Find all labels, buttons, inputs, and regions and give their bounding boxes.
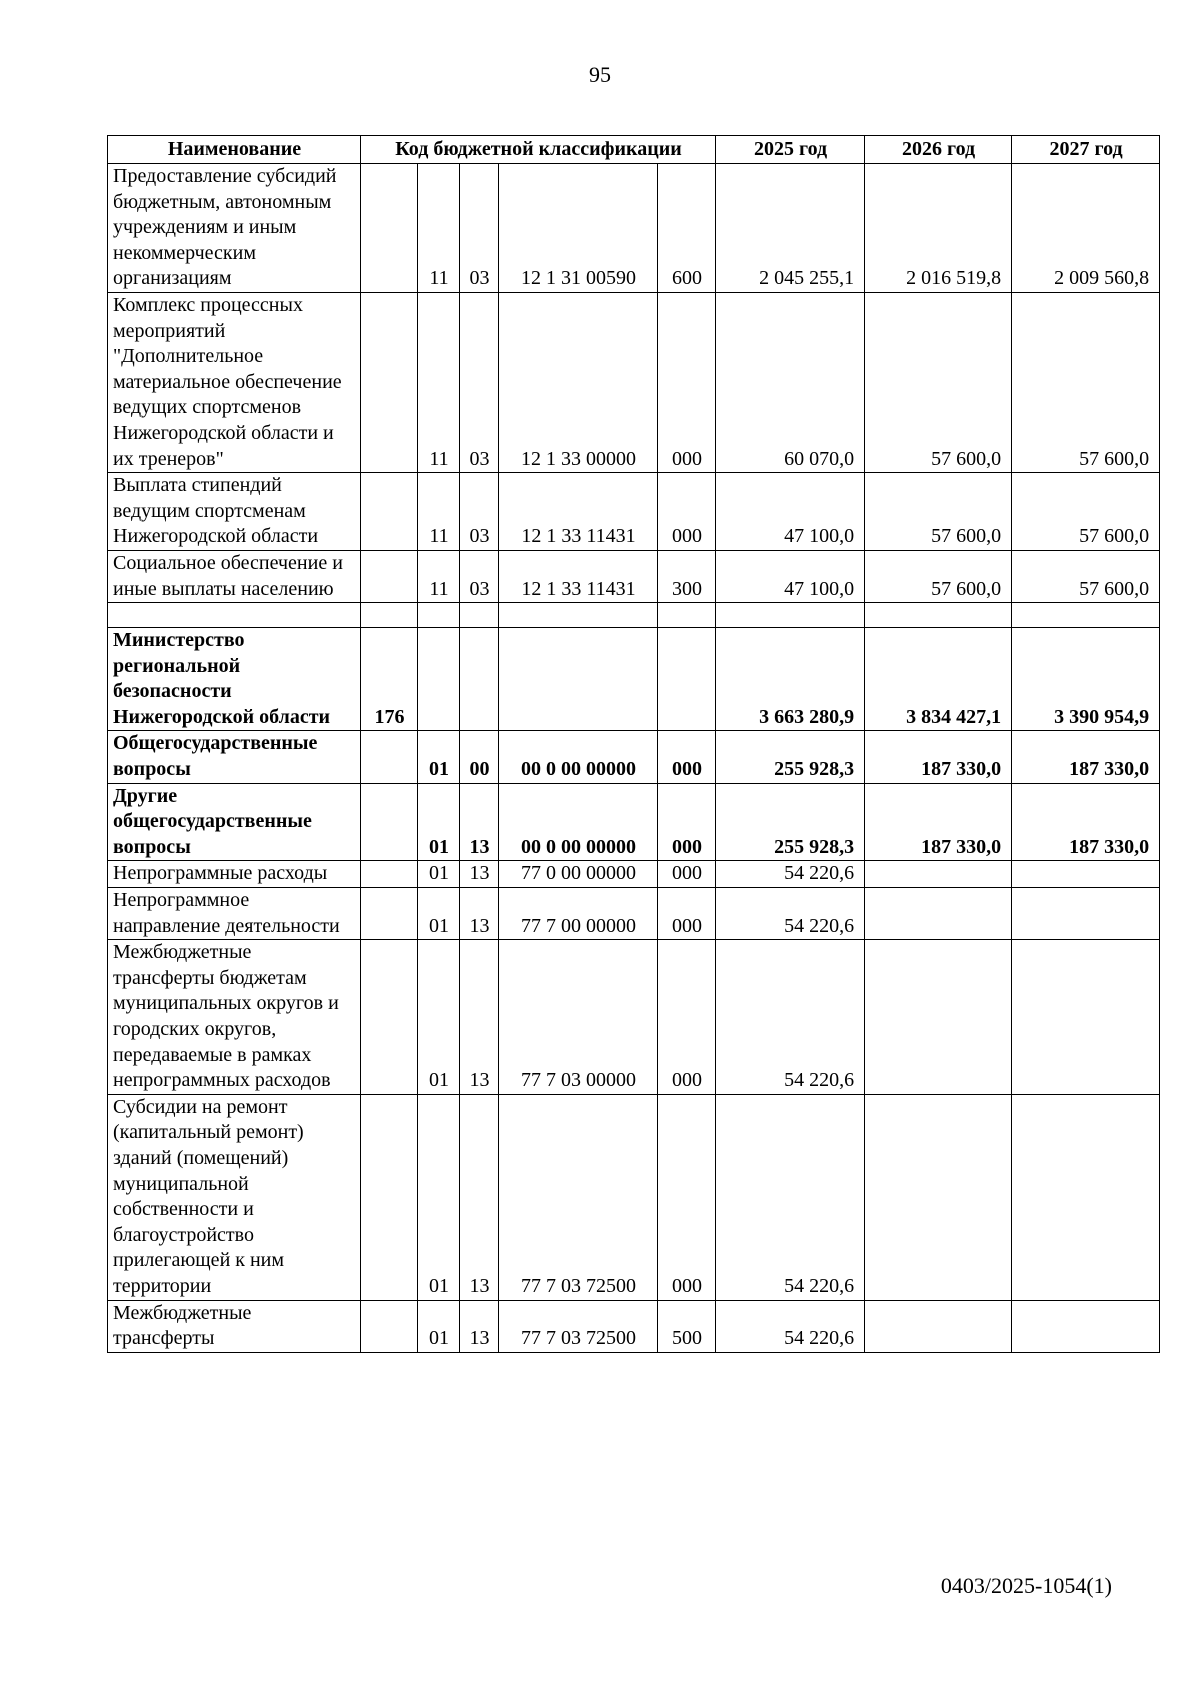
page-number: 95 — [589, 62, 611, 87]
cell-vr — [658, 628, 716, 731]
cell-ved — [361, 164, 418, 293]
cell-rz: 01 — [418, 731, 460, 783]
cell-2025: 60 070,0 — [716, 292, 865, 472]
cell-rz: 01 — [418, 940, 460, 1095]
document-code: 0403/2025-1054(1) — [940, 1573, 1112, 1598]
cell-csr: 77 7 03 00000 — [499, 940, 658, 1095]
cell-csr: 77 7 03 72500 — [499, 1300, 658, 1352]
cell-csr: 77 7 03 72500 — [499, 1094, 658, 1300]
cell-pr — [460, 603, 499, 628]
cell-ved — [361, 550, 418, 602]
cell-rz: 11 — [418, 292, 460, 472]
cell-2026: 57 600,0 — [865, 473, 1012, 551]
cell-csr: 77 7 00 00000 — [499, 888, 658, 940]
table-row — [108, 603, 1160, 628]
cell-2027 — [1012, 1300, 1160, 1352]
header-2026: 2026 год — [865, 136, 1012, 164]
cell-2026 — [865, 861, 1012, 888]
cell-2026: 57 600,0 — [865, 292, 1012, 472]
cell-vr — [658, 603, 716, 628]
cell-rz: 11 — [418, 164, 460, 293]
cell-pr: 03 — [460, 550, 499, 602]
cell-name: Межбюджетные трансферты бюджетам муниципальных округов и городских округов, передаваемые в рамках непрограммных расходов — [108, 940, 361, 1095]
table-row — [108, 473, 1160, 551]
cell-ved — [361, 861, 418, 888]
cell-rz: 11 — [418, 550, 460, 602]
cell-csr: 00 0 00 00000 — [499, 731, 658, 783]
header-2025: 2025 год — [716, 136, 865, 164]
cell-name: Социальное обеспечение и иные выплаты населению — [108, 550, 361, 602]
cell-csr: 12 1 33 11431 — [499, 473, 658, 551]
cell-ved — [361, 603, 418, 628]
cell-ved — [361, 888, 418, 940]
cell-2025: 47 100,0 — [716, 550, 865, 602]
cell-vr: 000 — [658, 783, 716, 861]
cell-2027 — [1012, 1094, 1160, 1300]
cell-2027: 57 600,0 — [1012, 473, 1160, 551]
cell-ved — [361, 783, 418, 861]
table-row — [108, 940, 1160, 1095]
cell-2025: 255 928,3 — [716, 783, 865, 861]
cell-2026 — [865, 888, 1012, 940]
table-row — [108, 1094, 1160, 1300]
cell-pr: 13 — [460, 1300, 499, 1352]
cell-csr: 77 0 00 00000 — [499, 861, 658, 888]
cell-csr — [499, 628, 658, 731]
cell-ved: 176 — [361, 628, 418, 731]
table-row — [108, 861, 1160, 888]
cell-pr: 03 — [460, 292, 499, 472]
cell-rz: 01 — [418, 1094, 460, 1300]
cell-pr: 13 — [460, 940, 499, 1095]
cell-rz: 11 — [418, 473, 460, 551]
table-row — [108, 783, 1160, 861]
cell-name: Выплата стипендий ведущим спортсменам Нижегородской области — [108, 473, 361, 551]
cell-2026: 57 600,0 — [865, 550, 1012, 602]
header-name: Наименование — [108, 136, 361, 164]
cell-rz — [418, 603, 460, 628]
cell-pr: 00 — [460, 731, 499, 783]
cell-vr: 300 — [658, 550, 716, 602]
cell-2027: 2 009 560,8 — [1012, 164, 1160, 293]
cell-pr — [460, 628, 499, 731]
cell-rz: 01 — [418, 861, 460, 888]
cell-rz: 01 — [418, 888, 460, 940]
cell-2025: 255 928,3 — [716, 731, 865, 783]
cell-vr: 000 — [658, 473, 716, 551]
cell-name: Министерство региональной безопасности Нижегородской области — [108, 628, 361, 731]
cell-2027: 3 390 954,9 — [1012, 628, 1160, 731]
cell-2027 — [1012, 940, 1160, 1095]
cell-name: Субсидии на ремонт (капитальный ремонт) зданий (помещений) муниципальной собственности и благоустройство прилегающей к ним территории — [108, 1094, 361, 1300]
cell-2027: 187 330,0 — [1012, 731, 1160, 783]
cell-2026: 187 330,0 — [865, 783, 1012, 861]
cell-2026: 2 016 519,8 — [865, 164, 1012, 293]
cell-2027: 57 600,0 — [1012, 292, 1160, 472]
cell-pr: 13 — [460, 861, 499, 888]
cell-2025: 54 220,6 — [716, 1300, 865, 1352]
cell-ved — [361, 473, 418, 551]
cell-ved — [361, 731, 418, 783]
table-row — [108, 164, 1160, 293]
cell-2026 — [865, 603, 1012, 628]
cell-2025: 2 045 255,1 — [716, 164, 865, 293]
cell-2026: 3 834 427,1 — [865, 628, 1012, 731]
table-row — [108, 292, 1160, 472]
table-row — [108, 550, 1160, 602]
cell-name: Межбюджетные трансферты — [108, 1300, 361, 1352]
cell-pr: 13 — [460, 888, 499, 940]
cell-name: Непрограммные расходы — [108, 861, 361, 888]
cell-pr: 13 — [460, 1094, 499, 1300]
cell-vr: 000 — [658, 731, 716, 783]
cell-csr: 12 1 33 11431 — [499, 550, 658, 602]
cell-2025: 54 220,6 — [716, 861, 865, 888]
cell-2026 — [865, 1094, 1012, 1300]
cell-rz — [418, 628, 460, 731]
cell-2025: 54 220,6 — [716, 940, 865, 1095]
cell-2025: 54 220,6 — [716, 1094, 865, 1300]
table-row — [108, 888, 1160, 940]
cell-pr: 03 — [460, 164, 499, 293]
cell-2027 — [1012, 861, 1160, 888]
table-row — [108, 731, 1160, 783]
cell-csr: 12 1 33 00000 — [499, 292, 658, 472]
cell-name: Непрограммное направление деятельности — [108, 888, 361, 940]
budget-table — [107, 135, 1160, 1353]
table-row — [108, 1300, 1160, 1352]
cell-2025: 47 100,0 — [716, 473, 865, 551]
cell-rz: 01 — [418, 783, 460, 861]
cell-ved — [361, 292, 418, 472]
cell-csr: 12 1 31 00590 — [499, 164, 658, 293]
cell-2027 — [1012, 603, 1160, 628]
cell-vr: 000 — [658, 940, 716, 1095]
header-2027: 2027 год — [1012, 136, 1160, 164]
table-header-row — [108, 136, 1160, 164]
cell-2026 — [865, 1300, 1012, 1352]
cell-name: Общегосударственные вопросы — [108, 731, 361, 783]
cell-vr: 500 — [658, 1300, 716, 1352]
cell-name — [108, 603, 361, 628]
table-row — [108, 628, 1160, 731]
cell-2027 — [1012, 888, 1160, 940]
header-code: Код бюджетной классификации — [361, 136, 716, 164]
table-body — [108, 164, 1160, 1353]
cell-vr: 600 — [658, 164, 716, 293]
cell-ved — [361, 1300, 418, 1352]
cell-rz: 01 — [418, 1300, 460, 1352]
cell-vr: 000 — [658, 1094, 716, 1300]
cell-ved — [361, 940, 418, 1095]
cell-name: Другие общегосударственные вопросы — [108, 783, 361, 861]
cell-csr: 00 0 00 00000 — [499, 783, 658, 861]
cell-vr: 000 — [658, 292, 716, 472]
cell-vr: 000 — [658, 888, 716, 940]
cell-2027: 187 330,0 — [1012, 783, 1160, 861]
cell-2026 — [865, 940, 1012, 1095]
cell-name: Предоставление субсидий бюджетным, автономным учреждениям и иным некоммерческим организациям — [108, 164, 361, 293]
cell-2027: 57 600,0 — [1012, 550, 1160, 602]
cell-pr: 13 — [460, 783, 499, 861]
cell-ved — [361, 1094, 418, 1300]
cell-2025: 54 220,6 — [716, 888, 865, 940]
cell-csr — [499, 603, 658, 628]
cell-2025 — [716, 603, 865, 628]
cell-pr: 03 — [460, 473, 499, 551]
cell-2026: 187 330,0 — [865, 731, 1012, 783]
cell-name: Комплекс процессных мероприятий "Дополнительное материальное обеспечение ведущих спортсменов Нижегородской области и их тренеров" — [108, 292, 361, 472]
cell-vr: 000 — [658, 861, 716, 888]
cell-2025: 3 663 280,9 — [716, 628, 865, 731]
